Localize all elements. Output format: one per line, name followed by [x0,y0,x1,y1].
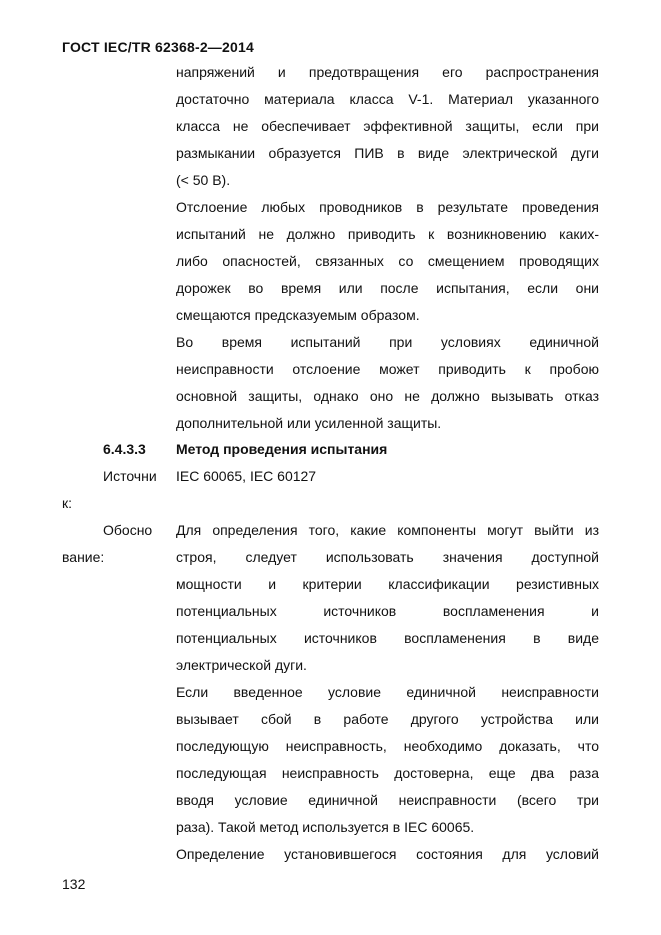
source-label-part1: Источни [103,468,157,484]
text-line: последующая неисправность достоверна, еще два раза [176,765,599,781]
text-line: испытаний не должно приводить к возникновению каких- [176,226,599,242]
text-line: неисправности отслоение может приводить к пробою [176,361,599,377]
text-line: (< 50 В). [176,172,231,188]
paragraph-continuation [176,59,599,194]
text-line: основной защиты, однако оно не должно вызывать отказ [176,388,599,404]
section-number: 6.4.3.3 [103,441,146,457]
text-line: электрической дуги. [176,657,307,673]
text-line: строя, следует использовать значения доступной [176,549,599,565]
text-line: потенциальных источников воспламенения в виде [176,630,599,646]
text-line: класса не обеспечивает эффективной защиты, если при [176,118,599,134]
document-header: ГОСТ IEC/TR 62368-2—2014 [62,39,254,55]
text-line: Во время испытаний при условиях единичной [176,334,599,350]
paragraph-subsequent-fault [176,679,599,841]
page-number: 132 [62,876,86,892]
text-line: напряжений и предотвращения его распространения [176,64,599,80]
text-line: Определение установившегося состояния для условий [176,846,599,862]
text-line: размыкании образуется ПИВ в виде электрической дуги [176,145,599,161]
paragraph-steady-state [176,841,599,868]
text-line: Если введенное условие единичной неисправности [176,684,599,700]
text-line: либо опасностей, связанных со смещением проводящих [176,253,599,269]
text-line: достаточно материала класса V-1. Материал указанного [176,91,599,107]
paragraph-delamination [176,194,599,329]
text-line: потенциальных источников воспламенения и [176,603,599,619]
text-line: мощности и критерии классификации резистивных [176,576,599,592]
source-value: IEC 60065, IEC 60127 [176,468,317,484]
section-title: Метод проведения испытания [176,441,388,457]
text-line: смещаются предсказуемым образом. [176,307,420,323]
paragraph-single-fault [176,329,599,437]
text-line: Для определения того, какие компоненты могут выйти из [176,522,599,538]
rationale-label-part2: вание: [62,549,105,565]
text-line: Отслоение любых проводников в результате проведения [176,199,599,215]
text-line: дополнительной или усиленной защиты. [176,415,442,431]
text-line: дорожек во время или после испытания, если они [176,280,599,296]
text-line: вводя условие единичной неисправности (всего три [176,792,599,808]
paragraph-rationale [176,517,599,679]
text-line: раза). Такой метод используется в IEC 60065. [176,819,475,835]
source-label-part2: к: [62,495,73,511]
text-line: последующую неисправность, необходимо доказать, что [176,738,599,754]
text-line: вызывает сбой в работе другого устройства или [176,711,599,727]
rationale-label-part1: Обосно [103,522,153,538]
